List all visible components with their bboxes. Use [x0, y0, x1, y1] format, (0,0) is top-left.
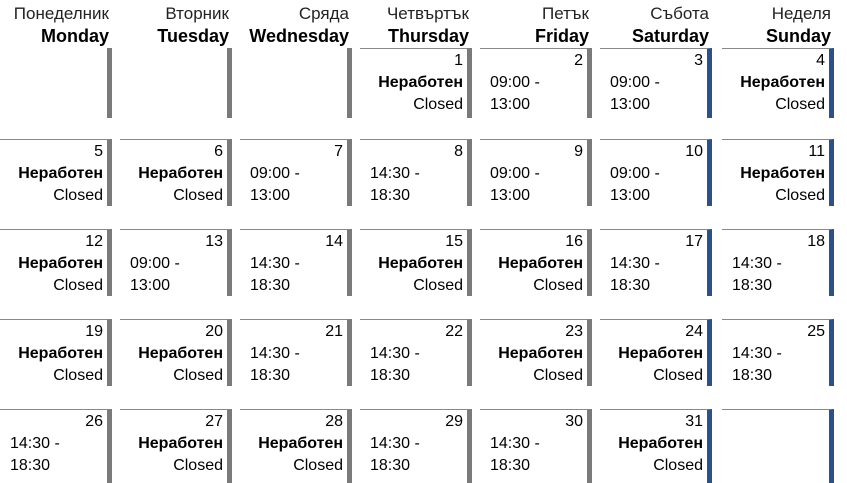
calendar-cell-day-10 — [600, 139, 712, 206]
hours-end: 18:30 — [370, 187, 411, 204]
day-header-en: Friday — [534, 26, 589, 46]
day-number: 21 — [325, 323, 343, 340]
day-number: 14 — [325, 233, 343, 250]
calendar-cell-day-11 — [722, 139, 834, 206]
status-bg: Неработен — [498, 255, 583, 272]
calendar-cell-day-6 — [120, 139, 232, 206]
hours-end: 18:30 — [250, 277, 291, 294]
hours-end: 18:30 — [10, 457, 51, 474]
day-header-saturday — [597, 3, 709, 47]
hours-end: 13:00 — [610, 96, 651, 113]
calendar-cell-day-23 — [480, 319, 592, 386]
calendar-cell-day-29 — [360, 409, 472, 483]
calendar-cell-day-21 — [240, 319, 352, 386]
day-header-en: Tuesday — [157, 26, 229, 46]
day-number: 12 — [85, 233, 103, 250]
status-bg: Неработен — [258, 435, 343, 452]
calendar-cell-day-18 — [722, 229, 834, 296]
day-header-en: Sunday — [765, 26, 831, 46]
calendar-cell-day-28 — [240, 409, 352, 483]
calendar-cell-day-15 — [360, 229, 472, 296]
status-en: Closed — [653, 457, 703, 474]
hours-start: 09:00 - — [490, 74, 540, 91]
day-number: 4 — [816, 52, 825, 69]
hours-end: 18:30 — [370, 367, 411, 384]
status-en: Closed — [413, 96, 463, 113]
status-bg: Неработен — [378, 74, 463, 91]
status-bg: Неработен — [740, 165, 825, 182]
status-bg: Неработен — [18, 345, 103, 362]
hours-end: 18:30 — [250, 367, 291, 384]
day-number: 31 — [685, 413, 703, 430]
hours-start: 14:30 - — [370, 435, 420, 452]
calendar-cell-day-24 — [600, 319, 712, 386]
status-en: Closed — [53, 187, 103, 204]
calendar-cell-day-2 — [480, 48, 592, 118]
status-bg: Неработен — [618, 345, 703, 362]
day-number: 25 — [807, 323, 825, 340]
hours-end: 13:00 — [490, 96, 531, 113]
day-number: 20 — [205, 323, 223, 340]
day-header-sunday — [719, 3, 831, 47]
hours-start: 14:30 - — [610, 255, 660, 272]
day-number: 28 — [325, 413, 343, 430]
day-number: 5 — [94, 143, 103, 160]
day-number: 24 — [685, 323, 703, 340]
calendar-cell-empty — [722, 409, 834, 483]
hours-end: 18:30 — [370, 457, 411, 474]
status-en: Closed — [293, 457, 343, 474]
hours-start: 14:30 - — [370, 345, 420, 362]
status-en: Closed — [53, 367, 103, 384]
hours-end: 13:00 — [610, 187, 651, 204]
day-number: 1 — [454, 52, 463, 69]
hours-start: 14:30 - — [370, 165, 420, 182]
day-number: 19 — [85, 323, 103, 340]
day-header-bg: Четвъртък — [386, 4, 469, 23]
day-header-tuesday — [117, 3, 229, 47]
day-header-en: Thursday — [387, 26, 469, 46]
hours-start: 14:30 - — [250, 345, 300, 362]
status-bg: Неработен — [18, 165, 103, 182]
calendar-cell-day-19 — [0, 319, 112, 386]
hours-start: 14:30 - — [10, 435, 60, 452]
day-header-bg: Събота — [650, 4, 709, 23]
status-bg: Неработен — [18, 255, 103, 272]
hours-start: 09:00 - — [490, 165, 540, 182]
hours-end: 13:00 — [490, 187, 531, 204]
day-number: 2 — [574, 52, 583, 69]
day-number: 26 — [85, 413, 103, 430]
status-en: Closed — [533, 367, 583, 384]
day-header-monday — [0, 3, 109, 47]
day-number: 30 — [565, 413, 583, 430]
day-number: 18 — [807, 233, 825, 250]
calendar-cell-day-27 — [120, 409, 232, 483]
day-number: 17 — [685, 233, 703, 250]
status-en: Closed — [653, 367, 703, 384]
hours-end: 18:30 — [490, 457, 531, 474]
calendar-cell-day-1 — [360, 48, 472, 118]
status-en: Closed — [533, 277, 583, 294]
day-number: 7 — [334, 143, 343, 160]
hours-end: 18:30 — [732, 367, 773, 384]
calendar-cell-day-8 — [360, 139, 472, 206]
hours-end: 18:30 — [610, 277, 651, 294]
hours-start: 14:30 - — [732, 255, 782, 272]
calendar-cell-day-14 — [240, 229, 352, 296]
day-number: 29 — [445, 413, 463, 430]
calendar-cell-empty — [120, 48, 232, 118]
hours-start: 09:00 - — [610, 74, 660, 91]
day-number: 8 — [454, 143, 463, 160]
status-bg: Неработен — [498, 345, 583, 362]
day-header-bg: Вторник — [165, 4, 229, 23]
calendar-cell-day-17 — [600, 229, 712, 296]
day-number: 6 — [214, 143, 223, 160]
calendar-cell-day-16 — [480, 229, 592, 296]
status-bg: Неработен — [138, 345, 223, 362]
status-bg: Неработен — [138, 435, 223, 452]
hours-start: 09:00 - — [250, 165, 300, 182]
day-number: 22 — [445, 323, 463, 340]
status-en: Closed — [413, 277, 463, 294]
day-number: 11 — [808, 143, 825, 160]
hours-end: 13:00 — [130, 277, 171, 294]
status-bg: Неработен — [378, 255, 463, 272]
day-number: 13 — [205, 233, 223, 250]
day-header-bg: Понеделник — [13, 4, 109, 23]
calendar-cell-day-20 — [120, 319, 232, 386]
calendar-cell-empty — [0, 48, 112, 118]
calendar-cell-day-26 — [0, 409, 112, 483]
status-en: Closed — [173, 457, 223, 474]
hours-start: 14:30 - — [732, 345, 782, 362]
hours-start: 09:00 - — [610, 165, 660, 182]
status-bg: Неработен — [618, 435, 703, 452]
day-header-en: Monday — [40, 26, 109, 46]
day-header-en: Saturday — [631, 26, 709, 46]
status-bg: Неработен — [740, 74, 825, 91]
hours-start: 14:30 - — [490, 435, 540, 452]
day-number: 15 — [445, 233, 463, 250]
hours-start: 09:00 - — [130, 255, 180, 272]
calendar-cell-day-30 — [480, 409, 592, 483]
status-bg: Неработен — [138, 165, 223, 182]
status-en: Closed — [173, 367, 223, 384]
day-header-thursday — [357, 3, 469, 47]
day-number: 10 — [685, 143, 703, 160]
day-header-bg: Неделя — [771, 4, 831, 23]
hours-start: 14:30 - — [250, 255, 300, 272]
day-number: 9 — [574, 143, 583, 160]
day-header-friday — [477, 3, 589, 47]
calendar-cell-day-5 — [0, 139, 112, 206]
hours-end: 18:30 — [732, 277, 773, 294]
status-en: Closed — [775, 96, 825, 113]
day-header-bg: Петък — [542, 4, 589, 23]
status-en: Closed — [173, 187, 223, 204]
hours-end: 13:00 — [250, 187, 291, 204]
status-en: Closed — [53, 277, 103, 294]
calendar-cell-day-12 — [0, 229, 112, 296]
day-number: 3 — [694, 52, 703, 69]
day-header-wednesday — [237, 3, 349, 47]
calendar-cell-day-4 — [722, 48, 834, 118]
calendar-cell-day-7 — [240, 139, 352, 206]
day-number: 27 — [205, 413, 223, 430]
calendar-cell-day-9 — [480, 139, 592, 206]
day-number: 16 — [565, 233, 583, 250]
day-number: 23 — [565, 323, 583, 340]
calendar-cell-day-25 — [722, 319, 834, 386]
calendar-cell-day-13 — [120, 229, 232, 296]
day-header-bg: Сряда — [298, 4, 349, 23]
day-header-en: Wednesday — [249, 26, 349, 46]
calendar-cell-day-31 — [600, 409, 712, 483]
status-en: Closed — [775, 187, 825, 204]
calendar-cell-empty — [240, 48, 352, 118]
calendar-cell-day-3 — [600, 48, 712, 118]
calendar-cell-day-22 — [360, 319, 472, 386]
